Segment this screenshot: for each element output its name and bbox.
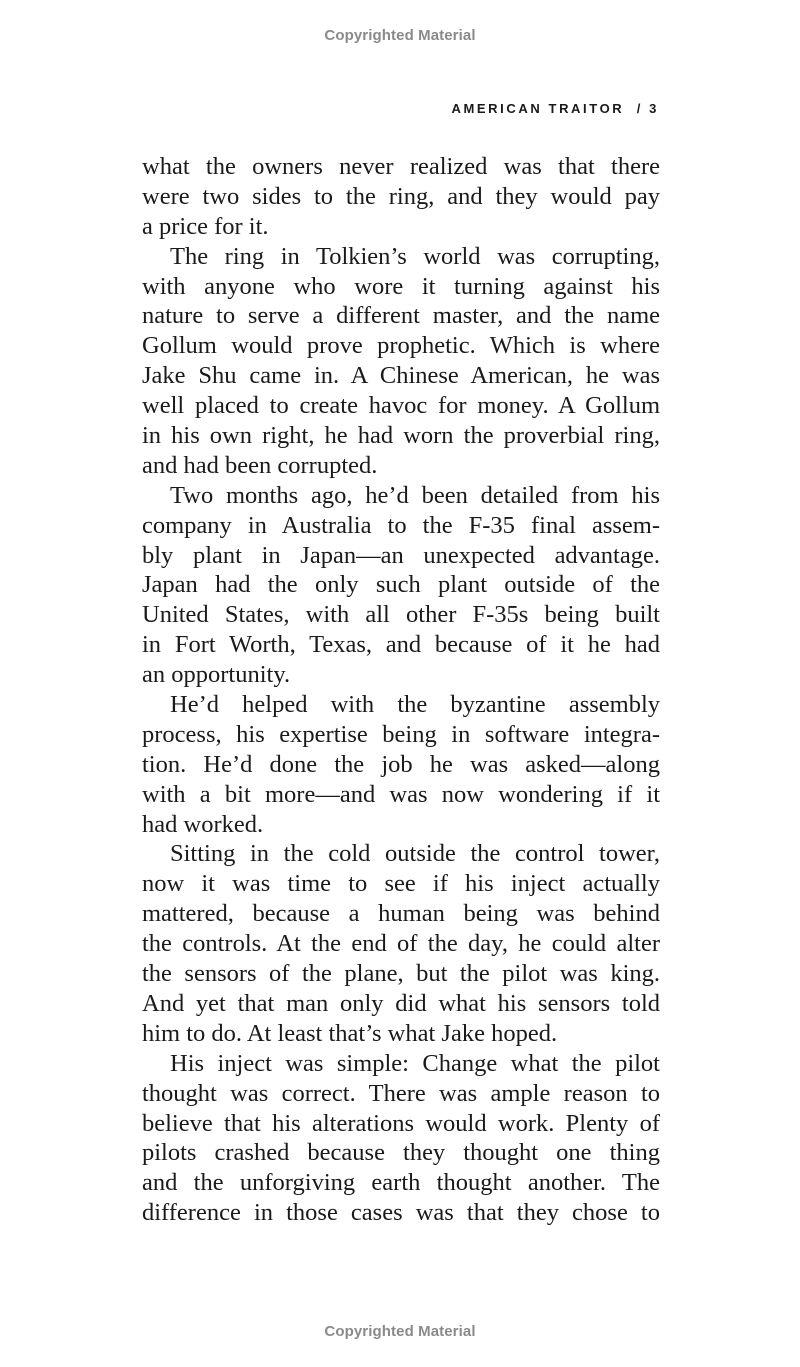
text-line: thought was correct. There was ample reason to	[142, 1079, 660, 1107]
text-line: and had been corrupted.	[142, 451, 378, 479]
text-line: nature to serve a different master, and the name	[142, 302, 660, 330]
text-line: had worked.	[142, 810, 264, 838]
text-line: His inject was simple: Change what the pilot	[170, 1049, 660, 1077]
paragraph	[142, 1049, 660, 1228]
paragraph	[142, 152, 660, 242]
text-line: He’d helped with the byzantine assembly	[170, 691, 660, 719]
running-head	[451, 101, 659, 116]
text-line: tion. He’d done the job he was asked—along	[142, 750, 660, 778]
separator: /	[636, 101, 643, 116]
text-line: company in Australia to the F-35 final assem-	[142, 511, 660, 539]
text-line: an opportunity.	[142, 661, 291, 689]
text-line: him to do. At least that’s what Jake hoped.	[142, 1019, 558, 1047]
text-line: the sensors of the plane, but the pilot was king.	[142, 960, 660, 988]
text-line: a price for it.	[142, 212, 269, 240]
book-title: AMERICAN TRAITOR	[451, 101, 625, 116]
text-line: And yet that man only did what his sensors told	[142, 989, 660, 1017]
paragraph	[142, 690, 660, 839]
text-line: believe that his alterations would work. Plenty of	[142, 1109, 660, 1137]
text-line: bly plant in Japan—an unexpected advantage.	[142, 541, 660, 569]
text-line: Two months ago, he’d been detailed from his	[170, 481, 660, 509]
copyright-watermark-top: Copyrighted Material	[324, 27, 476, 44]
text-line: in his own right, he had worn the proverbial ring,	[142, 422, 660, 450]
text-line: United States, with all other F-35s being built	[142, 601, 660, 629]
text-line: were two sides to the ring, and they would pay	[142, 182, 660, 210]
text-line: and the unforgiving earth thought another. The	[142, 1169, 660, 1197]
text-line: The ring in Tolkien’s world was corrupting,	[170, 242, 660, 270]
text-line: with a bit more—and was now wondering if it	[142, 780, 660, 808]
text-line: Sitting in the cold outside the control tower,	[170, 840, 660, 868]
text-line: Jake Shu came in. A Chinese American, he was	[142, 362, 660, 390]
text-line: pilots crashed because they thought one thing	[142, 1139, 660, 1167]
page-number: 3	[649, 101, 659, 116]
text-line: difference in those cases was that they chose to	[142, 1199, 660, 1227]
text-line: Gollum would prove prophetic. Which is where	[142, 332, 660, 360]
page-body	[142, 152, 660, 1228]
text-line: now it was time to see if his inject actually	[142, 870, 660, 898]
copyright-watermark-bottom: Copyrighted Material	[324, 1323, 476, 1340]
text-line: what the owners never realized was that there	[142, 153, 660, 180]
text-line: in Fort Worth, Texas, and because of it he had	[142, 631, 660, 659]
text-line: with anyone who wore it turning against his	[142, 272, 660, 300]
text-line: mattered, because a human being was behind	[142, 900, 660, 928]
paragraph	[142, 481, 660, 690]
text-line: Japan had the only such plant outside of the	[142, 571, 660, 599]
paragraph	[142, 242, 660, 481]
text-line: the controls. At the end of the day, he could alter	[142, 930, 660, 958]
paragraph	[142, 839, 660, 1048]
text-line: well placed to create havoc for money. A Gollum	[142, 392, 660, 420]
text-line: process, his expertise being in software integra-	[142, 720, 660, 748]
